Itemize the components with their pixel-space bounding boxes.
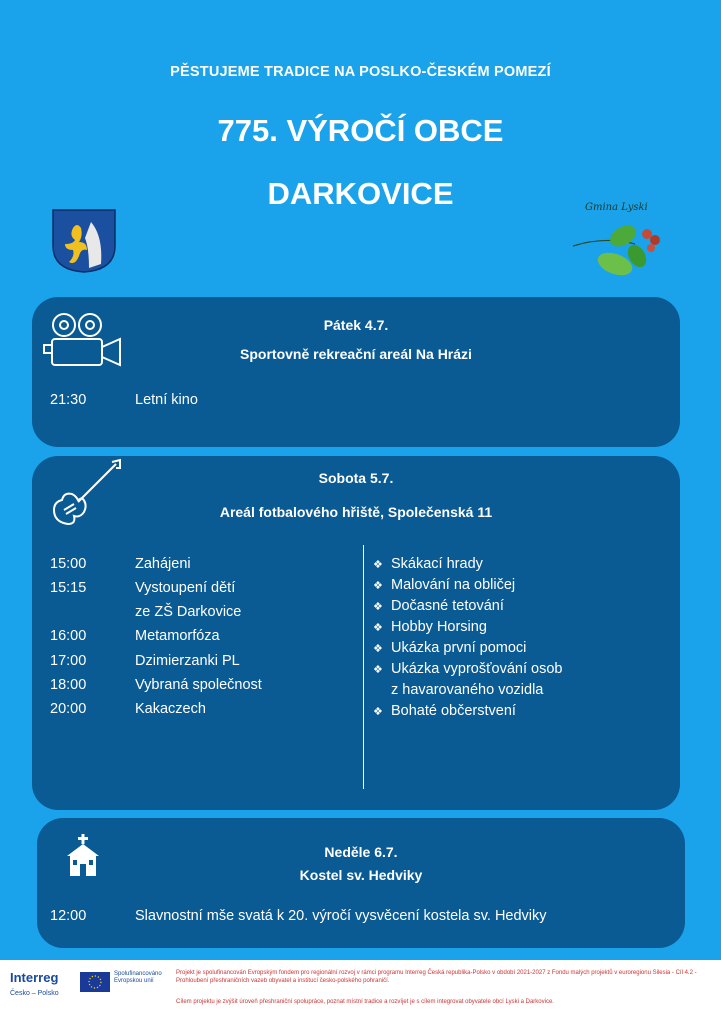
sunday-venue: Kostel sv. Hedviky	[299, 867, 423, 883]
event-time: 16:00	[50, 628, 87, 644]
activity-item: ❖ Hobby Horsing	[373, 619, 487, 635]
friday-date: Pátek 4.7.	[323, 317, 389, 333]
event-time: 15:00	[50, 556, 87, 572]
leaves-icon	[565, 214, 675, 284]
activity-item: ❖ Malování na obličej	[373, 577, 516, 593]
event-time: 17:00	[50, 653, 87, 669]
activity-item: ❖ Ukázka první pomoci	[373, 640, 527, 656]
event-time: 18:00	[50, 677, 87, 693]
gmina-lyski-script: Gmina Lyski	[585, 202, 648, 213]
footer-goal-text: Cílem projektu je zvýšit úroveň přeshraniční spolupráce, poznat místní tradice a rozvíjet je s cílem integrovat obyvatele obcí Lyski a Darkovice.	[176, 999, 554, 1005]
activity-item: ❖ Dočasné tetování	[373, 598, 504, 614]
event-name: Vystoupení dětí	[135, 580, 236, 596]
activity-item: ❖ Bohaté občerstvení	[373, 703, 516, 719]
footer	[0, 960, 721, 1024]
page-title: 775. VÝROČÍ OBCE	[217, 113, 504, 148]
event-name: Dzimierzanki PL	[135, 653, 240, 669]
saturday-date: Sobota 5.7.	[318, 470, 394, 486]
page-subtitle: PĚSTUJEME TRADICE NA POSLKO-ČESKÉM POMEZÍ	[170, 64, 551, 80]
page-title-village: DARKOVICE	[267, 176, 454, 211]
eu-flag-icon	[80, 972, 110, 992]
footer-project-text: Projekt je spolufinancován Evropským fondem pro regionální rozvoj v rámci programu Interreg Česká republika-Polsko v období 2021-2027 z Fondu malých projektů v euroregionu Silesia - Cíl 4.2 - Prohloubení přeshraničních vazeb obyvatel a institucí česko-polského pohraničí.	[176, 970, 697, 984]
event-name: Kakaczech	[135, 701, 206, 717]
event-name: Metamorfóza	[135, 628, 220, 644]
coat-of-arms-icon	[51, 208, 117, 274]
schedule-divider	[363, 545, 364, 789]
event-name: Zahájeni	[135, 556, 191, 572]
activity-item: ❖ Skákací hrady	[373, 556, 483, 572]
bullet-icon: ❖	[373, 664, 383, 676]
bullet-icon: ❖	[373, 706, 383, 718]
event-time: 15:15	[50, 580, 87, 596]
sunday-panel	[37, 818, 685, 948]
bullet-icon: ❖	[373, 601, 383, 613]
friday-venue: Sportovně rekreační areál Na Hrázi	[240, 346, 472, 362]
friday-panel	[32, 297, 680, 447]
saturday-venue: Areál fotbalového hřiště, Společenská 11	[219, 504, 493, 520]
bullet-icon: ❖	[373, 622, 383, 634]
saturday-panel	[32, 456, 680, 810]
event-time: 12:00	[50, 908, 87, 924]
activity-item-continued: z havarovaného vozidla	[391, 682, 544, 698]
sunday-date: Neděle 6.7.	[324, 844, 398, 860]
event-name: Vybraná společnost	[135, 677, 262, 693]
region-label: Česko – Polsko	[10, 990, 59, 997]
bullet-icon: ❖	[373, 559, 383, 571]
event-time: 20:00	[50, 701, 87, 717]
activity-item: ❖ Ukázka vyprošťování osob	[373, 661, 563, 677]
eu-cofunding-label: Spolufinancováno Evropskou unií	[114, 971, 162, 984]
gmina-lyski-logo	[565, 196, 675, 286]
event-name: Letní kino	[135, 392, 198, 408]
event-name: Slavnostní mše svatá k 20. výročí vysvěcení kostela sv. Hedviky	[135, 908, 547, 924]
bullet-icon: ❖	[373, 643, 383, 655]
event-name: ze ZŠ Darkovice	[135, 604, 242, 620]
bullet-icon: ❖	[373, 580, 383, 592]
interreg-logo: Interreg	[10, 970, 59, 985]
event-time: 21:30	[50, 392, 87, 408]
